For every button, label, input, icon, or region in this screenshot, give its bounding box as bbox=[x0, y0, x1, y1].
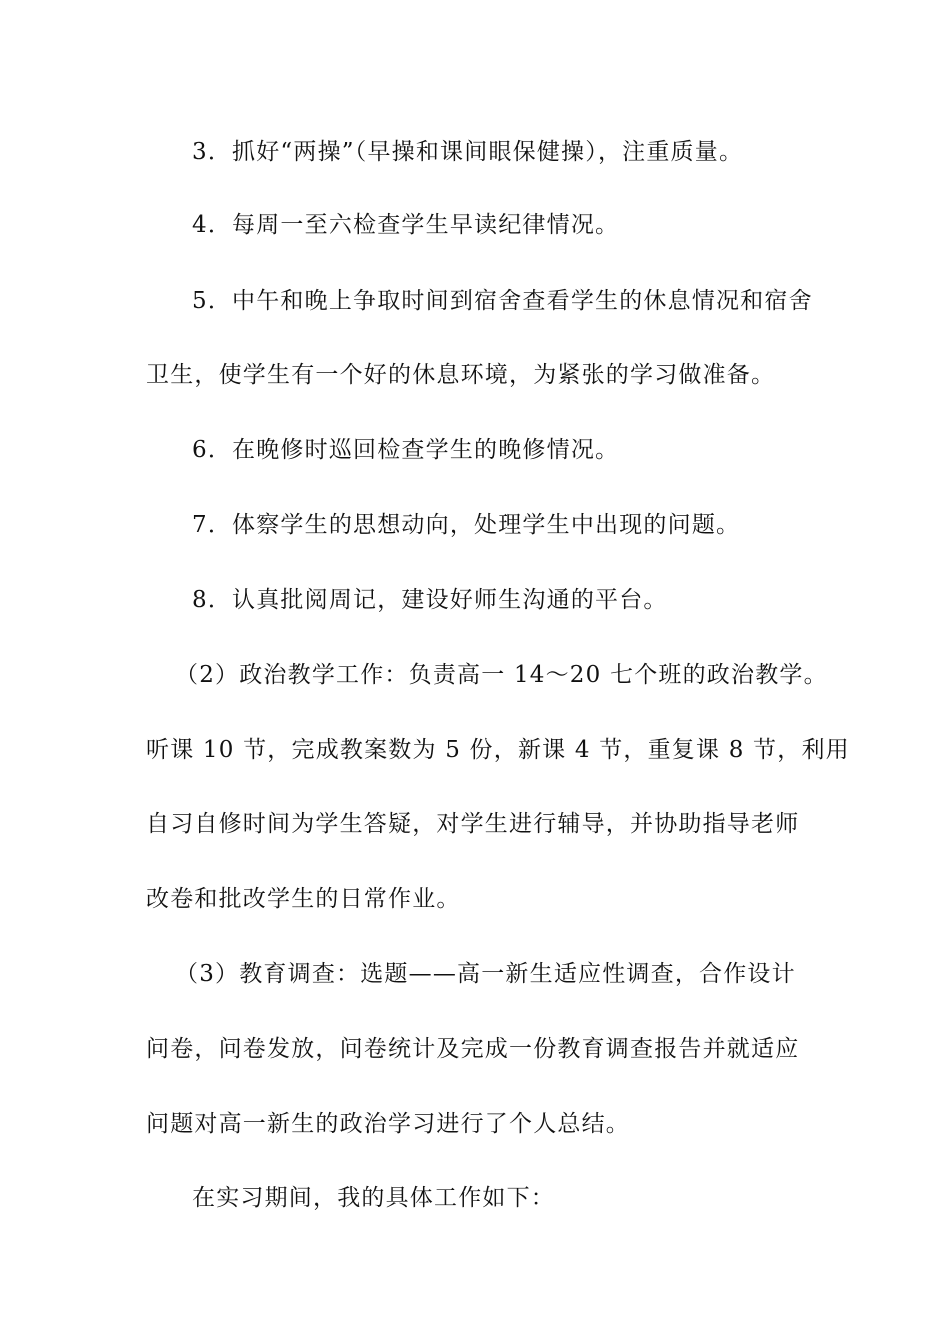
paragraph-politics-teaching-line-2: 听课 10 节，完成教案数为 5 份，新课 4 节，重复课 8 节，利用 bbox=[146, 737, 850, 763]
paragraph-politics-teaching-line-1: （2）政治教学工作：负责高一 14～20 七个班的政治教学。 bbox=[175, 662, 828, 688]
paragraph-internship-work-intro: 在实习期间，我的具体工作如下： bbox=[192, 1185, 555, 1211]
paragraph-education-survey-line-1: （3）教育调查：选题——高一新生适应性调查，合作设计 bbox=[175, 961, 796, 987]
paragraph-politics-teaching-line-4: 改卷和批改学生的日常作业。 bbox=[146, 886, 461, 912]
paragraph-education-survey-line-2: 问卷，问卷发放，问卷统计及完成一份教育调查报告并就适应 bbox=[146, 1036, 800, 1062]
paragraph-politics-teaching-line-3: 自习自修时间为学生答疑，对学生进行辅导，并协助指导老师 bbox=[146, 811, 800, 837]
paragraph-education-survey-line-3: 问题对高一新生的政治学习进行了个人总结。 bbox=[146, 1111, 630, 1137]
paragraph-item-7: 7．体察学生的思想动向，处理学生中出现的问题。 bbox=[192, 512, 741, 538]
paragraph-item-5-line-1: 5．中午和晚上争取时间到宿舍查看学生的休息情况和宿舍 bbox=[192, 288, 813, 314]
paragraph-item-8: 8．认真批阅周记，建设好师生沟通的平台。 bbox=[192, 587, 668, 613]
paragraph-item-5-line-2: 卫生，使学生有一个好的休息环境，为紧张的学习做准备。 bbox=[146, 362, 776, 388]
paragraph-item-3: 3．抓好“两操”（早操和课间眼保健操），注重质量。 bbox=[192, 139, 744, 165]
paragraph-item-6: 6．在晚修时巡回检查学生的晚修情况。 bbox=[192, 437, 620, 463]
paragraph-item-4: 4．每周一至六检查学生早读纪律情况。 bbox=[192, 212, 620, 238]
